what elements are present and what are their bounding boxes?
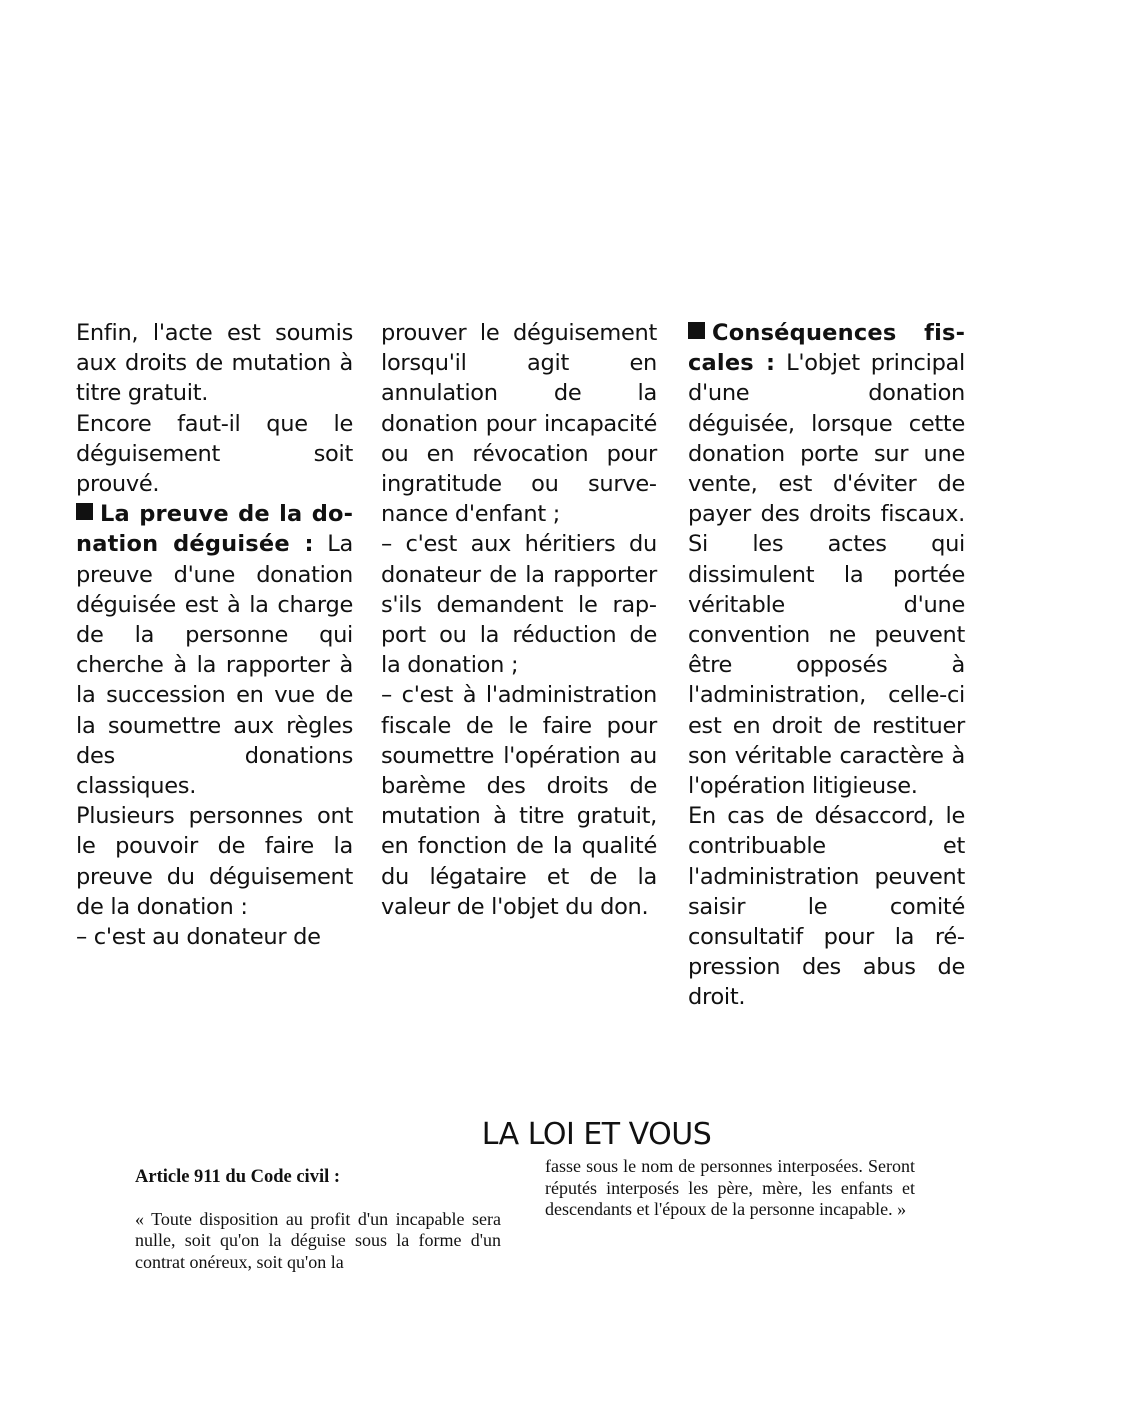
square-bullet-icon bbox=[76, 503, 93, 520]
paragraph-text: La preuve d'une donation déguisée est à la charge de la personne qui cherche à la rapporter à la succession en vue de la soumettre aux règles des donations classiques. bbox=[76, 531, 354, 800]
law-quote-part-1: « Toute disposition au profit d'un incapable sera nulle, soit qu'on la déguise sous la forme d'un contrat onéreux, soit qu'on la bbox=[135, 1208, 501, 1272]
section-paragraph bbox=[688, 318, 965, 801]
law-quote-part-2: fasse sous le nom de personnes interposées. Seront réputés interposés les père, mère, les enfants et descendants et l'époux de la personne incapable. » bbox=[545, 1156, 915, 1219]
article-column-2 bbox=[381, 318, 657, 922]
paragraph: En cas de désaccord, le contribuable et l'administration peuvent saisir le comité consultatif pour la répression des abus de droit. bbox=[688, 803, 965, 1011]
paragraph: Enfin, l'acte est soumis aux droits de mutation à titre gratuit. bbox=[76, 320, 353, 407]
article-column-1 bbox=[76, 318, 353, 952]
list-item: – c'est aux héritiers du donateur de la rapporter s'ils demandent le rapport ou la réduction de la donation ; bbox=[381, 531, 657, 679]
law-box-left-column bbox=[135, 1167, 501, 1273]
list-item: – c'est au donateur de bbox=[76, 924, 321, 951]
law-box-title: LA LOI ET VOUS bbox=[481, 1117, 712, 1152]
section-heading-fiscal: Conséquences fiscales : bbox=[688, 320, 965, 377]
article-reference: Article 911 du Code civil : bbox=[135, 1167, 341, 1187]
section-heading-proof: La preuve de la donation déguisée : bbox=[76, 501, 353, 558]
list-item: – c'est à l'administration fiscale de le faire pour soumettre l'opération au barème des droits de mutation à titre gratuit, en fonction de la qualité du légataire et de la valeur de l'objet du don. bbox=[381, 682, 657, 920]
paragraph-text: L'objet principal d'une donation déguisée, lorsque cette donation porte sur une vente, est d'éviter de payer des droits fiscaux. Si les actes qui dissimulent la portée véritable d'une convention ne peuvent être opposés à l'administration, celle-ci est en droit de restituer son véritable caractère à l'opération litigieuse. bbox=[688, 350, 965, 800]
paragraph: Encore faut-il que le déguisement soit prouvé. bbox=[76, 410, 353, 498]
law-box-right-column bbox=[545, 1156, 915, 1221]
square-bullet-icon bbox=[688, 322, 705, 339]
paragraph: prouver le déguisement lorsqu'il agit en annulation de la donation pour incapacité ou en révocation pour ingratitude ou survenance d'enfant ; bbox=[381, 320, 657, 528]
paragraph: Plusieurs personnes ont le pouvoir de faire la preuve du déguisement de la donation : bbox=[76, 803, 353, 920]
article-column-3 bbox=[688, 318, 965, 1013]
section-paragraph bbox=[76, 499, 353, 801]
